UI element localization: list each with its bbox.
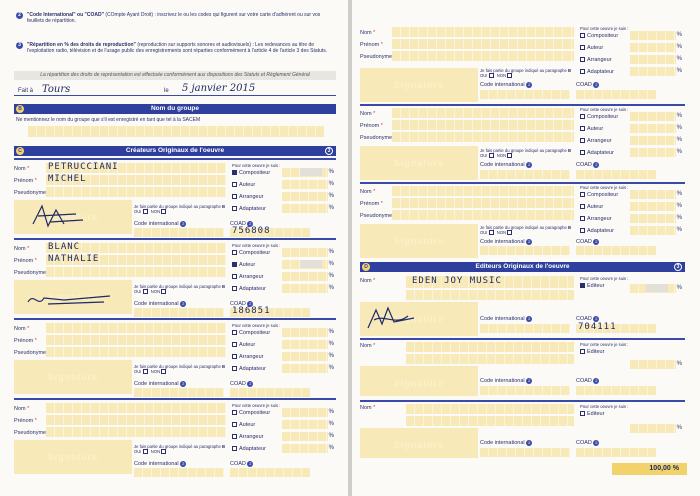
divider: [360, 182, 685, 184]
coad-label: COAD 2: [230, 381, 252, 387]
coad-label: COAD 2: [576, 162, 598, 168]
nom-field[interactable]: [392, 27, 574, 37]
pct-field[interactable]: %: [282, 284, 328, 293]
group-question: Je fais partie du groupe indiqué au paragraphe B OUI NON: [480, 68, 572, 78]
prenom-value: NATHALIE: [48, 254, 100, 264]
editor-block: [360, 400, 685, 460]
role-hint: Pour cette oeuvre je suis :: [580, 107, 629, 112]
divider: [360, 400, 685, 402]
role-arrangeur[interactable]: Arrangeur: [232, 434, 263, 440]
coad-value: 704111: [578, 322, 617, 332]
code-int-label: Code international 2: [134, 301, 185, 307]
group-question: Je fais partie du groupe indiqué au paragraphe B OUI NON: [134, 204, 226, 214]
prenom-field[interactable]: [392, 120, 574, 130]
code-int-field[interactable]: [480, 170, 570, 179]
role-hint: Pour cette oeuvre je suis :: [580, 404, 629, 409]
role-auteur[interactable]: Auteur: [232, 422, 255, 428]
pseudo-label: Pseudonyme: [360, 135, 393, 141]
code-int-field[interactable]: [480, 448, 570, 457]
oui-checkbox[interactable]: [489, 230, 494, 235]
made-at-line: [14, 84, 336, 96]
code-int-label: Code international 2: [480, 82, 531, 88]
section-b-header: [14, 104, 336, 114]
nom-field[interactable]: [392, 108, 574, 118]
nom-value: EDEN JOY MUSIC: [412, 276, 502, 286]
code-int-label: Code international 2: [480, 239, 531, 245]
redacted-value: [646, 284, 668, 292]
non-checkbox[interactable]: [507, 73, 512, 78]
role-compositeur[interactable]: Compositeur: [232, 330, 270, 336]
group-question: Je fais partie du groupe indiqué au paragraphe B OUI NON: [480, 148, 572, 158]
signature-watermark: Signature: [47, 372, 99, 382]
divider: [360, 338, 685, 340]
nom-field[interactable]: [46, 323, 226, 333]
pct-field[interactable]: %: [630, 55, 676, 64]
nom-field[interactable]: [406, 276, 574, 288]
pct-field[interactable]: %: [282, 444, 328, 453]
section-badge: C: [16, 147, 24, 155]
divider: [14, 158, 336, 160]
coad-field[interactable]: [576, 246, 656, 255]
left-page: [0, 0, 348, 496]
section-title: Nom du groupe: [150, 105, 200, 112]
non-checkbox[interactable]: [507, 153, 512, 158]
info-title: "Code International" ou "COAD": [27, 12, 104, 18]
creator-block: [14, 158, 336, 238]
nom-label: Nom *: [360, 111, 376, 117]
pct-field[interactable]: %: [630, 31, 676, 40]
signature-box[interactable]: [360, 146, 478, 180]
nom-field-line2[interactable]: [406, 290, 574, 300]
made-at-label: Fait à: [18, 88, 34, 94]
section-title: Créateurs Originaux de l'oeuvre: [125, 147, 225, 154]
pseudo-field[interactable]: [46, 347, 226, 357]
non-checkbox[interactable]: [507, 230, 512, 235]
prenom-field[interactable]: [46, 175, 226, 185]
role-compositeur[interactable]: Compositeur: [232, 250, 270, 256]
role-adaptateur[interactable]: Adaptateur: [232, 286, 266, 292]
role-hint: Pour cette oeuvre je suis :: [580, 185, 629, 190]
code-int-label: Code international 2: [134, 221, 185, 227]
coad-field[interactable]: [230, 388, 310, 397]
signature-watermark: Signature: [393, 314, 445, 324]
oui-checkbox[interactable]: [143, 449, 148, 454]
prenom-label: Prénom *: [14, 178, 37, 184]
info-title: "Répartition en % des droits de reproduction": [27, 42, 136, 48]
creator-block: [360, 104, 685, 184]
redacted-value: [300, 260, 322, 268]
section-title: Editeurs Originaux de l'oeuvre: [475, 263, 570, 270]
non-checkbox[interactable]: [161, 369, 166, 374]
code-int-field[interactable]: [480, 246, 570, 255]
prenom-field[interactable]: [392, 198, 574, 208]
signature-scribble: [364, 304, 424, 332]
divider: [14, 238, 336, 240]
role-editeur[interactable]: Editeur: [580, 283, 604, 289]
prenom-field[interactable]: [46, 415, 226, 425]
coad-label: COAD 2: [230, 221, 252, 227]
role-adaptateur[interactable]: Adaptateur: [580, 69, 614, 75]
signature-watermark: Signature: [47, 452, 99, 462]
role-hint: Pour cette oeuvre je suis :: [232, 163, 281, 168]
role-arrangeur[interactable]: Arrangeur: [232, 194, 263, 200]
pct-field[interactable]: %: [630, 124, 676, 133]
role-compositeur[interactable]: Compositeur: [580, 33, 618, 39]
group-question: Je fais partie du groupe indiqué au paragraphe B OUI NON: [134, 284, 226, 294]
nom-label: Nom *: [360, 189, 376, 195]
info-number-badge: 2: [16, 12, 23, 19]
group-hint: Ne mentionnez le nom du groupe que s'il est enregistré en tant que tel à la SACEM: [16, 117, 201, 123]
non-checkbox[interactable]: [161, 449, 166, 454]
section-d-header: [360, 262, 685, 272]
prenom-field[interactable]: [46, 255, 226, 265]
signature-box[interactable]: [360, 302, 478, 336]
pseudo-label: Pseudonyme: [360, 213, 393, 219]
role-hint: Pour cette oeuvre je suis :: [580, 276, 629, 281]
non-checkbox[interactable]: [161, 209, 166, 214]
pseudo-field[interactable]: [46, 427, 226, 437]
group-question: Je fais partie du groupe indiqué au paragraphe B OUI NON: [480, 225, 572, 235]
pseudo-field[interactable]: [392, 51, 574, 61]
pseudo-label: Pseudonyme: [14, 350, 47, 356]
code-int-field[interactable]: [134, 388, 224, 397]
coad-label: COAD 2: [230, 301, 252, 307]
pct-field[interactable]: %: [630, 67, 676, 76]
section-number: 3: [674, 263, 682, 271]
signature-scribble: [28, 202, 88, 232]
code-int-label: Code international 2: [480, 316, 531, 322]
prenom-label: Prénom *: [360, 42, 383, 48]
role-compositeur[interactable]: Compositeur: [580, 114, 618, 120]
pct-field[interactable]: %: [282, 340, 328, 349]
oui-checkbox[interactable]: [143, 289, 148, 294]
nom-field[interactable]: [406, 342, 574, 352]
role-compositeur[interactable]: Compositeur: [580, 192, 618, 198]
pct-field[interactable]: %: [282, 420, 328, 429]
info-number-badge: 3: [16, 42, 23, 49]
creator-block: [360, 182, 685, 258]
pseudo-label: Pseudonyme: [14, 270, 47, 276]
coad-label: COAD 2: [230, 461, 252, 467]
info-body: (reproduction sur supports sonores et audiovisuels) : Les redevances au titre de l'exploitation radio, télévision et de l'usage public des enregistrements sont réparties conformément à l'article 4 de l'article 3 des Statuts.: [27, 42, 328, 54]
pseudo-label: Pseudonyme: [360, 54, 393, 60]
role-arrangeur[interactable]: Arrangeur: [580, 57, 611, 63]
prenom-field[interactable]: [46, 335, 226, 345]
role-adaptateur[interactable]: Adaptateur: [232, 206, 266, 212]
code-int-field[interactable]: [134, 468, 224, 477]
code-int-label: Code international 2: [134, 381, 185, 387]
oui-checkbox[interactable]: [489, 153, 494, 158]
group-name-field[interactable]: [28, 126, 324, 137]
role-hint: Pour cette oeuvre je suis :: [232, 323, 281, 328]
made-on-date[interactable]: 5 janvier 2015: [182, 83, 256, 94]
code-int-field[interactable]: [480, 386, 570, 395]
pct-field[interactable]: %: [630, 214, 676, 223]
coad-field[interactable]: [576, 448, 656, 457]
code-int-field[interactable]: [134, 308, 224, 317]
divider: [14, 398, 336, 400]
signature-watermark: Signature: [393, 236, 445, 246]
redacted-value: [300, 168, 322, 176]
code-int-label: Code international 2: [480, 440, 531, 446]
pct-field[interactable]: %: [630, 202, 676, 211]
made-on-label: le: [164, 88, 169, 94]
nom-label: Nom *: [14, 166, 30, 172]
role-hint: Pour cette oeuvre je suis :: [580, 342, 629, 347]
pseudo-label: Pseudonyme: [14, 190, 47, 196]
nom-value: BLANC: [48, 242, 81, 252]
nom-field[interactable]: [46, 403, 226, 413]
role-adaptateur[interactable]: Adaptateur: [580, 150, 614, 156]
nom-field[interactable]: [46, 163, 226, 173]
section-badge: D: [362, 263, 370, 271]
role-hint: Pour cette oeuvre je suis :: [232, 403, 281, 408]
pct-field[interactable]: %: [282, 204, 328, 213]
signature-box[interactable]: [14, 200, 132, 234]
code-int-label: Code international 2: [134, 461, 185, 467]
prenom-field[interactable]: [392, 39, 574, 49]
role-adaptateur[interactable]: Adaptateur: [580, 228, 614, 234]
role-arrangeur[interactable]: Arrangeur: [232, 354, 263, 360]
pct-field[interactable]: %: [282, 260, 328, 269]
pseudo-field[interactable]: [46, 187, 226, 197]
creator-block: [14, 318, 336, 398]
coad-field[interactable]: [576, 386, 656, 395]
code-int-label: Code international 2: [480, 378, 531, 384]
nom-field[interactable]: [406, 404, 574, 414]
coad-label: COAD 2: [576, 378, 598, 384]
total-percentage: 100,00 %: [612, 463, 687, 475]
pct-field[interactable]: %: [630, 136, 676, 145]
pct-field[interactable]: %: [630, 424, 676, 433]
prenom-label: Prénom *: [14, 338, 37, 344]
role-auteur[interactable]: Auteur: [580, 45, 603, 51]
signature-watermark: Signature: [393, 158, 445, 168]
pct-field[interactable]: %: [282, 180, 328, 189]
role-adaptateur[interactable]: Adaptateur: [232, 446, 266, 452]
pct-field[interactable]: %: [282, 408, 328, 417]
pct-field[interactable]: %: [282, 352, 328, 361]
creator-block: [14, 238, 336, 318]
nom-label: Nom *: [14, 246, 30, 252]
role-arrangeur[interactable]: Arrangeur: [580, 138, 611, 144]
coad-label: COAD 2: [576, 316, 598, 322]
coad-label: COAD 2: [576, 239, 598, 245]
role-hint: Pour cette oeuvre je suis :: [580, 26, 629, 31]
pseudo-field[interactable]: [392, 210, 574, 220]
pct-field[interactable]: %: [630, 360, 676, 369]
role-compositeur[interactable]: Compositeur: [232, 410, 270, 416]
nom-field[interactable]: [46, 243, 226, 253]
oui-checkbox[interactable]: [143, 369, 148, 374]
coad-field[interactable]: [230, 228, 310, 237]
section-c-header: [14, 146, 336, 156]
signature-box[interactable]: [14, 280, 132, 314]
role-editeur[interactable]: Editeur: [580, 349, 604, 355]
signature-box[interactable]: [360, 366, 478, 396]
nom-label: Nom *: [14, 406, 30, 412]
coad-field[interactable]: [230, 308, 310, 317]
pct-field[interactable]: %: [282, 432, 328, 441]
pct-field[interactable]: %: [630, 190, 676, 199]
group-question: Je fais partie du groupe indiqué au paragraphe B OUI NON: [134, 444, 226, 454]
prenom-label: Prénom *: [360, 123, 383, 129]
oui-checkbox[interactable]: [143, 209, 148, 214]
coad-label: COAD 2: [576, 440, 598, 446]
non-checkbox[interactable]: [161, 289, 166, 294]
group-question: Je fais partie du groupe indiqué au paragraphe B OUI NON: [134, 364, 226, 374]
prenom-value: MICHEL: [48, 174, 87, 184]
section-badge: B: [16, 105, 24, 113]
role-auteur[interactable]: Auteur: [232, 182, 255, 188]
divider: [360, 104, 685, 106]
role-compositeur[interactable]: Compositeur: [232, 170, 270, 176]
coad-value: 756808: [232, 226, 271, 236]
editor-block: [360, 274, 685, 338]
nom-field[interactable]: [392, 186, 574, 196]
signature-box[interactable]: [360, 224, 478, 258]
role-adaptateur[interactable]: Adaptateur: [232, 366, 266, 372]
coad-field[interactable]: [576, 90, 656, 99]
pct-field[interactable]: %: [630, 112, 676, 121]
pct-field[interactable]: %: [630, 43, 676, 52]
coad-value: 186851: [232, 306, 271, 316]
role-editeur[interactable]: Editeur: [580, 411, 604, 417]
prenom-label: Prénom *: [360, 201, 383, 207]
pct-field[interactable]: %: [630, 148, 676, 157]
code-int-field[interactable]: [480, 90, 570, 99]
pseudo-field[interactable]: [392, 132, 574, 142]
nom-label: Nom *: [360, 30, 376, 36]
pct-field[interactable]: %: [630, 284, 676, 293]
nom-label: Nom *: [360, 405, 376, 411]
pct-field[interactable]: %: [282, 328, 328, 337]
editor-block: [360, 338, 685, 398]
role-arrangeur[interactable]: Arrangeur: [580, 216, 611, 222]
nom-field-line2[interactable]: [406, 416, 574, 426]
role-auteur[interactable]: Auteur: [232, 342, 255, 348]
nom-label: Nom *: [360, 343, 376, 349]
role-auteur[interactable]: Auteur: [580, 126, 603, 132]
info-code-international: [16, 12, 336, 24]
info-body: (COmpte Ayant Droit) : inscrivez le ou les codes qui figurent sur votre carte d'adhérent ou sur vos feuillets de répartition.: [27, 12, 321, 24]
signature-box[interactable]: [360, 68, 478, 102]
signature-scribble: [24, 290, 114, 310]
coad-field[interactable]: [230, 468, 310, 477]
signature-watermark: Signature: [393, 440, 445, 450]
info-repartition: [16, 42, 336, 54]
pct-field[interactable]: %: [630, 226, 676, 235]
signature-box[interactable]: [14, 440, 132, 474]
pseudo-field[interactable]: [46, 267, 226, 277]
signature-watermark: Signature: [393, 80, 445, 90]
section-number: 3: [325, 147, 333, 155]
code-int-label: Code international 2: [480, 162, 531, 168]
divider: [14, 318, 336, 320]
code-int-field[interactable]: [480, 324, 570, 333]
nom-label: Nom *: [360, 278, 376, 284]
statutes-note: La répartition des droits de représentation est effectuée conformément aux dispositions des Statuts et Règlement Général: [14, 71, 336, 80]
nom-value: PETRUCCIANI: [48, 162, 119, 172]
signature-box[interactable]: [14, 360, 132, 394]
prenom-label: Prénom *: [14, 258, 37, 264]
creator-block: [360, 24, 685, 106]
pct-field[interactable]: %: [282, 364, 328, 373]
pseudo-label: Pseudonyme: [14, 430, 47, 436]
role-arrangeur[interactable]: Arrangeur: [232, 274, 263, 280]
role-auteur[interactable]: Auteur: [232, 262, 255, 268]
nom-label: Nom *: [14, 326, 30, 332]
pct-field[interactable]: %: [282, 192, 328, 201]
coad-field[interactable]: [576, 324, 656, 333]
pct-field[interactable]: %: [282, 272, 328, 281]
coad-label: COAD 2: [576, 82, 598, 88]
nom-field-line2[interactable]: [406, 354, 574, 364]
pct-field[interactable]: %: [282, 168, 328, 177]
creator-block: [14, 398, 336, 478]
role-auteur[interactable]: Auteur: [580, 204, 603, 210]
prenom-label: Prénom *: [14, 418, 37, 424]
coad-field[interactable]: [576, 170, 656, 179]
role-hint: Pour cette oeuvre je suis :: [232, 243, 281, 248]
pct-field[interactable]: %: [282, 248, 328, 257]
signature-box[interactable]: [360, 428, 478, 458]
made-at-place[interactable]: Tours: [42, 84, 71, 95]
oui-checkbox[interactable]: [489, 73, 494, 78]
code-int-field[interactable]: [134, 228, 224, 237]
signature-watermark: Signature: [393, 378, 445, 388]
signature-watermark: Signature: [47, 212, 99, 222]
signature-watermark: Signature: [47, 292, 99, 302]
